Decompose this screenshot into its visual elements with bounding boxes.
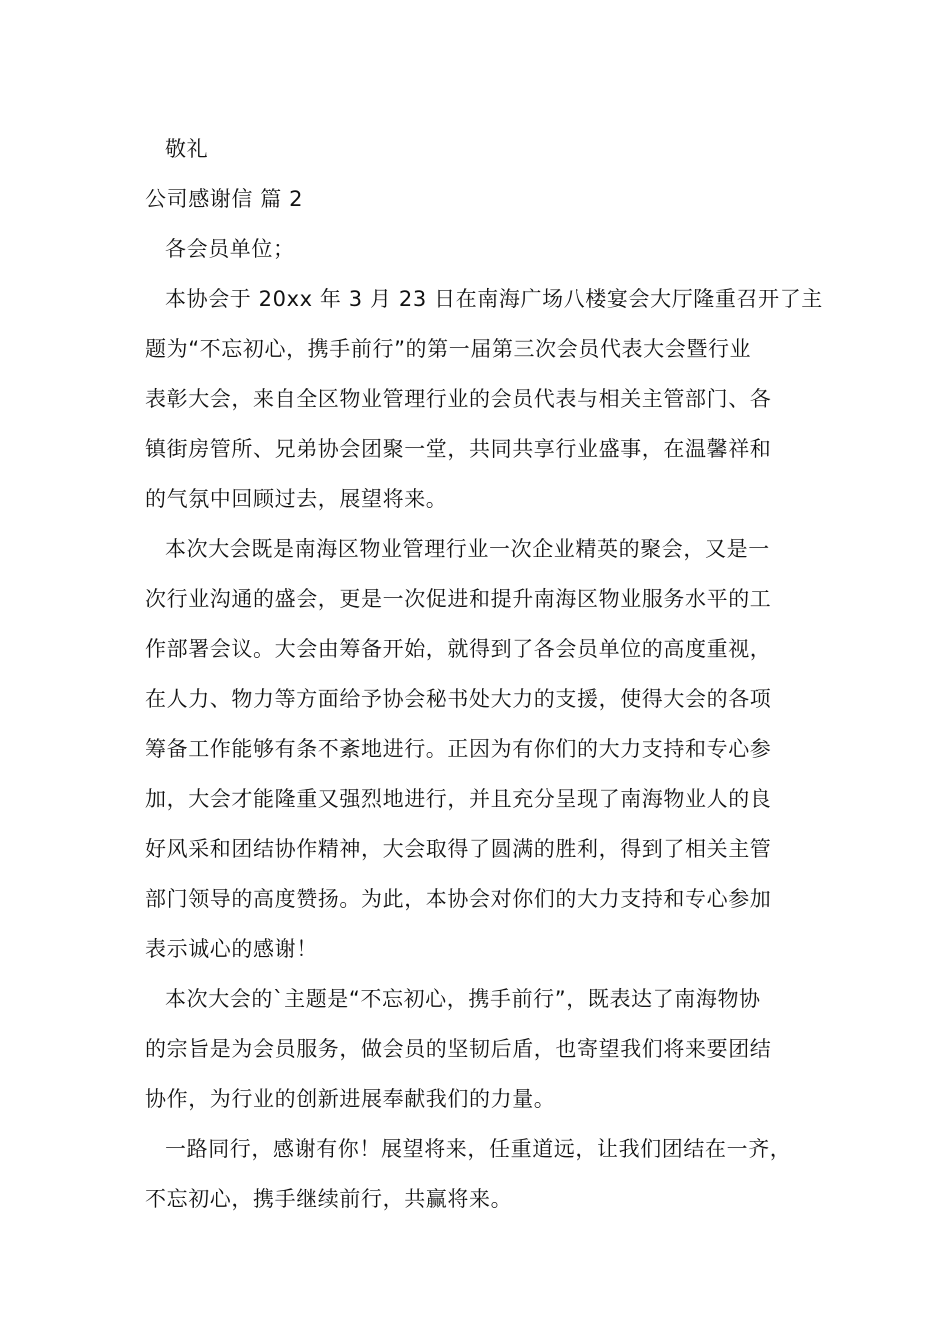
paragraph-line: 作部署会议。大会由筹备开始，就得到了各会员单位的高度重视，: [145, 637, 772, 661]
paragraph-line: 协作，为行业的创新进展奉献我们的力量。: [145, 1087, 556, 1111]
letter-heading: 公司感谢信 篇 2: [145, 187, 304, 211]
paragraph-line: 的气氛中回顾过去，展望将来。: [145, 487, 448, 511]
paragraph-line: 镇街房管所、兄弟协会团聚一堂，共同共享行业盛事，在温馨祥和: [145, 437, 772, 461]
paragraph-line: 本协会于 20xx 年 3 月 23 日在南海广场八楼宴会大厅隆重召开了主: [165, 287, 823, 311]
paragraph-line: 一路同行，感谢有你！展望将来，任重道远，让我们团结在一齐，: [165, 1137, 792, 1161]
paragraph-line: 表彰大会，来自全区物业管理行业的会员代表与相关主管部门、各: [145, 387, 772, 411]
paragraph-line: 题为“不忘初心，携手前行”的第一届第三次会员代表大会暨行业: [145, 337, 752, 361]
paragraph-line: 加，大会才能隆重又强烈地进行，并且充分呈现了南海物业人的良: [145, 787, 772, 811]
paragraph-line: 不忘初心，携手继续前行，共赢将来。: [145, 1187, 513, 1211]
closing-text: 敬礼: [165, 137, 209, 161]
paragraph-line: 表示诚心的感谢！: [145, 937, 318, 961]
paragraph-line: 好风采和团结协作精神，大会取得了圆满的胜利，得到了相关主管: [145, 837, 772, 861]
paragraph-line: 的宗旨是为会员服务，做会员的坚韧后盾，也寄望我们将来要团结: [145, 1037, 772, 1061]
paragraph-line: 次行业沟通的盛会，更是一次促进和提升南海区物业服务水平的工: [145, 587, 772, 611]
salutation: 各会员单位；: [165, 237, 295, 261]
paragraph-line: 筹备工作能够有条不紊地进行。正因为有你们的大力支持和专心参: [145, 737, 772, 761]
paragraph-line: 本次大会既是南海区物业管理行业一次企业精英的聚会，又是一: [165, 537, 770, 561]
paragraph-line: 部门领导的高度赞扬。为此，本协会对你们的大力支持和专心参加: [145, 887, 772, 911]
paragraph-line: 在人力、物力等方面给予协会秘书处大力的支援，使得大会的各项: [145, 687, 772, 711]
paragraph-line: 本次大会的`主题是“不忘初心，携手前行”，既表达了南海物协: [165, 987, 761, 1011]
